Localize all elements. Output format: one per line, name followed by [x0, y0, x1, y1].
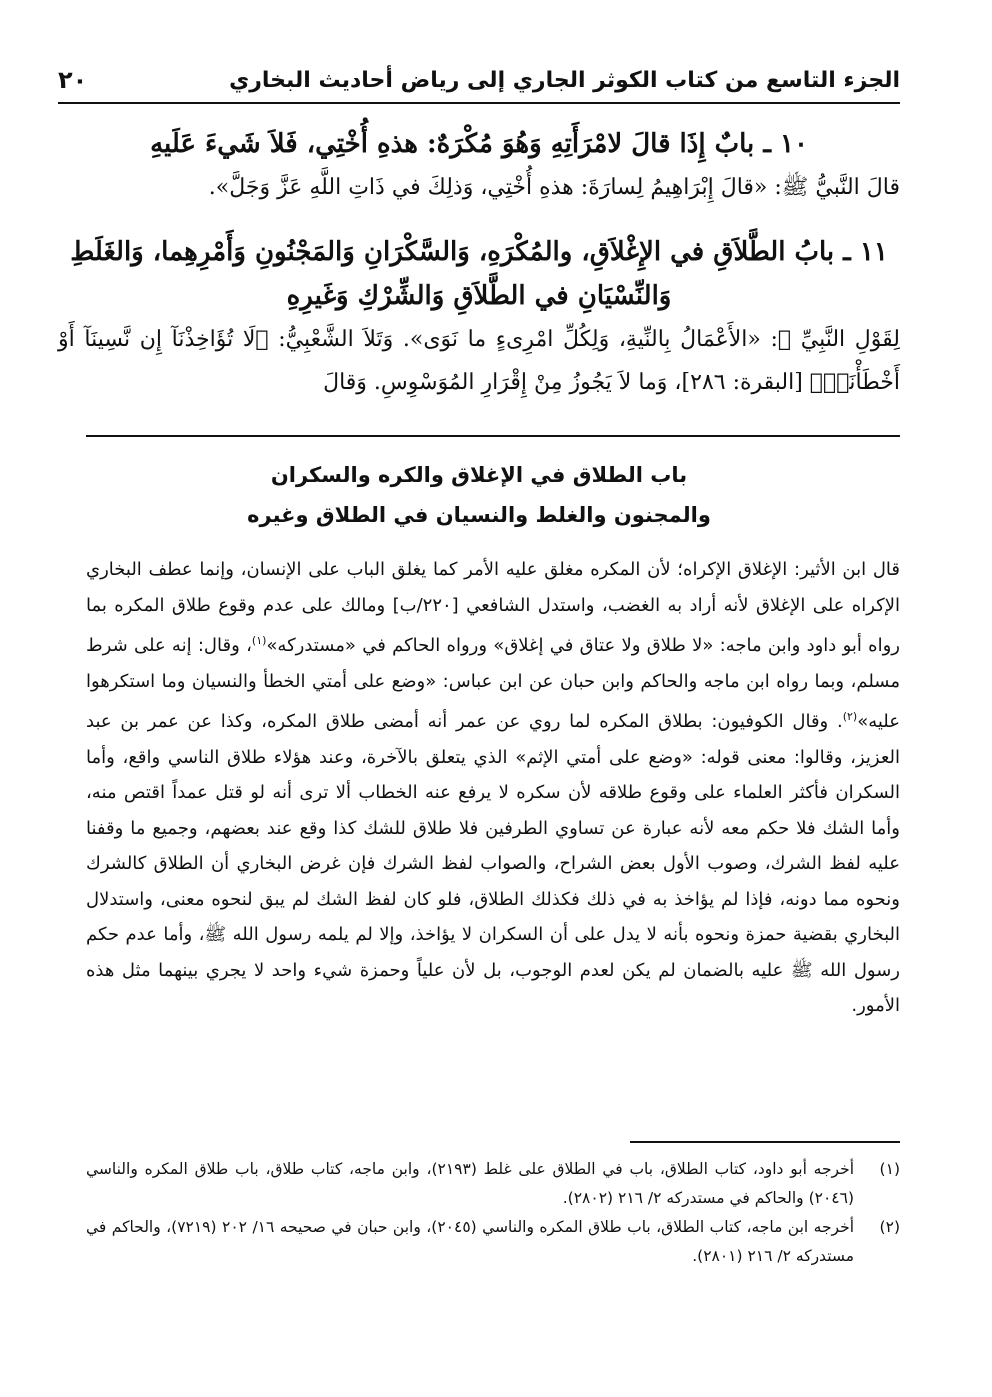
- footnote-ref-2: (٢): [842, 710, 858, 723]
- chapter-10-text: قالَ النَّبيُّ ﷺ: «قالَ إِبْرَاهِيمُ لِسارَةَ: هذهِ أُخْتِي، وَذلِكَ في ذَاتِ اللَّهِ عَزَّ وَجَلَّ».: [208, 175, 900, 200]
- chapter-10-title: ١٠ ـ بابٌ إِذَا قالَ لامْرَأَتِهِ وَهُوَ مُكْرَهٌ: هذهِ أُخْتِي، فَلاَ شَيءَ عَلَيهِ: [150, 129, 808, 159]
- chapter-11-title: ١١ ـ بابُ الطَّلاَقِ في الإِغْلاَقِ، والمُكْرَهِ، وَالسَّكْرَانِ وَالمَجْنُونِ وَأَمْرِهِما، وَالغَلَطِ وَالنِّسْيَانِ في الطَّلاَقِ وَالشِّرْكِ وَغَيرِهِ: [70, 237, 888, 311]
- page-header: [58, 58, 900, 104]
- chapter-11-text: لِقَوْلِ النَّبِيِّ ﷺ: «الأَعْمَالُ بِالنِّيةِ، وَلِكُلِّ امْرِىءٍ ما نَوَى». وَتَلاَ الشَّعْبِيُّ: ﴿لَا تُؤَاخِذْنَآ إِن نَّسِينَآ أَوْ أَخْطَأْنَاۚ﴾ [البقرة: ٢٨٦]، وَما لاَ يَجُوزُ مِنْ إِقْرَارِ المُوَسْوِسِ. وَقالَ: [58, 327, 900, 395]
- page-number: ٢٠: [58, 66, 88, 94]
- commentary-text-2: ، وقال: إنه على شرط مسلم، وبما رواه ابن ماجه والحاكم وابن حبان عن ابن عباس: «وضع على أمتي الخطأ والنسيان وما استكرهوا عليه»: [86, 635, 900, 732]
- section-divider: [86, 435, 900, 437]
- commentary-paragraph: [86, 552, 900, 1024]
- footnote-number: (١): [879, 1160, 900, 1178]
- running-title: الجزء التاسع من كتاب الكوثر الجاري إلى رياض أحاديث البخاري: [229, 67, 900, 93]
- footnote-ref-1: (١): [251, 634, 267, 647]
- section-title: [58, 455, 900, 535]
- chapter-10: [58, 122, 900, 209]
- footnote-number: (٢): [879, 1218, 900, 1236]
- footnote: [86, 1155, 900, 1213]
- footnote-divider: [630, 1141, 900, 1143]
- section-title-line-2: والمجنون والغلط والنسيان في الطلاق وغيره: [247, 503, 711, 527]
- footnotes: [86, 1155, 900, 1271]
- section-title-line-1: باب الطلاق في الإغلاق والكره والسكران: [270, 463, 688, 487]
- chapter-11: [58, 230, 900, 404]
- commentary-text-3: . وقال الكوفيون: بطلاق المكره لما روي عن عمر أنه أمضى طلاق المكره، وكذا عن عمر بن عبد العزيز، وقالوا: معنى قوله: «وضع على أمتي الإثم» الذي يتعلق بالآخرة، وعند هؤلاء طلاق الناسي واقع، وأما السكران فأكثر العلماء على وقوع طلاقه لأن سكره لا يرفع عنه الخطاب ألا ترى أنه لو قتل عمداً اقتص منه، وأما الشك فلا حكم معه لأنه عبارة عن تساوي الطرفين فلا طلاق للشك كذا وقع عند بعضهم، وجميع ما وقفنا عليه لفظ الشرك، وصوب الأول بعض الشراح، والصواب لفظ الشرك فإن غرض البخاري أن الطلاق كالشرك ونحوه مما دونه، فإذا لم يؤاخذ به في ذلك فكذلك الطلاق، فلو كان لفظ الشك لم يبق لنحوه معنى، واستدلال البخاري بقضية حمزة ونحوه بأنه لا يدل على أن السكران لا يؤاخذ، وإلا لم يلمه رسول الله ﷺ، وأما عدم حكم رسول الله ﷺ عليه بالضمان لم يكن لعدم الوجوب، بل لأن علياً وحمزة شيء واحد لا يجري بينهما مثل هذه الأمور.: [86, 711, 900, 1016]
- footnote-text: أخرجه ابن ماجه، كتاب الطلاق، باب طلاق المكره والناسي (٢٠٤٥)، وابن حبان في صحيحه ١٦/ ٢٠٢ (٧٢١٩)، والحاكم في مستدركه ٢/ ٢١٦ (٢٨٠١).: [86, 1218, 855, 1265]
- commentary-text-1: قال ابن الأثير: الإغلاق الإكراه؛ لأن المكره مغلق عليه الأمر كما يغلق الباب على الإنسان، وإنما عطف البخاري الإكراه على الإغلاق لأنه أراد به الغضب، واستدل الشافعي [٢٢٠/ب] ومالك على عدم وقوع طلاق المكره بما رواه أبو داود وابن ماجه: «لا طلاق ولا عتاق في إغلاق» ورواه الحاكم في «مستدركه»: [86, 559, 900, 656]
- footnote: [86, 1213, 900, 1271]
- footnote-text: أخرجه أبو داود، كتاب الطلاق، باب في الطلاق على غلط (٢١٩٣)، وابن ماجه، كتاب طلاق، باب طلاق المكره والناسي (٢٠٤٦) والحاكم في مستدركه ٢/ ٢١٦ (٢٨٠٢).: [86, 1160, 855, 1207]
